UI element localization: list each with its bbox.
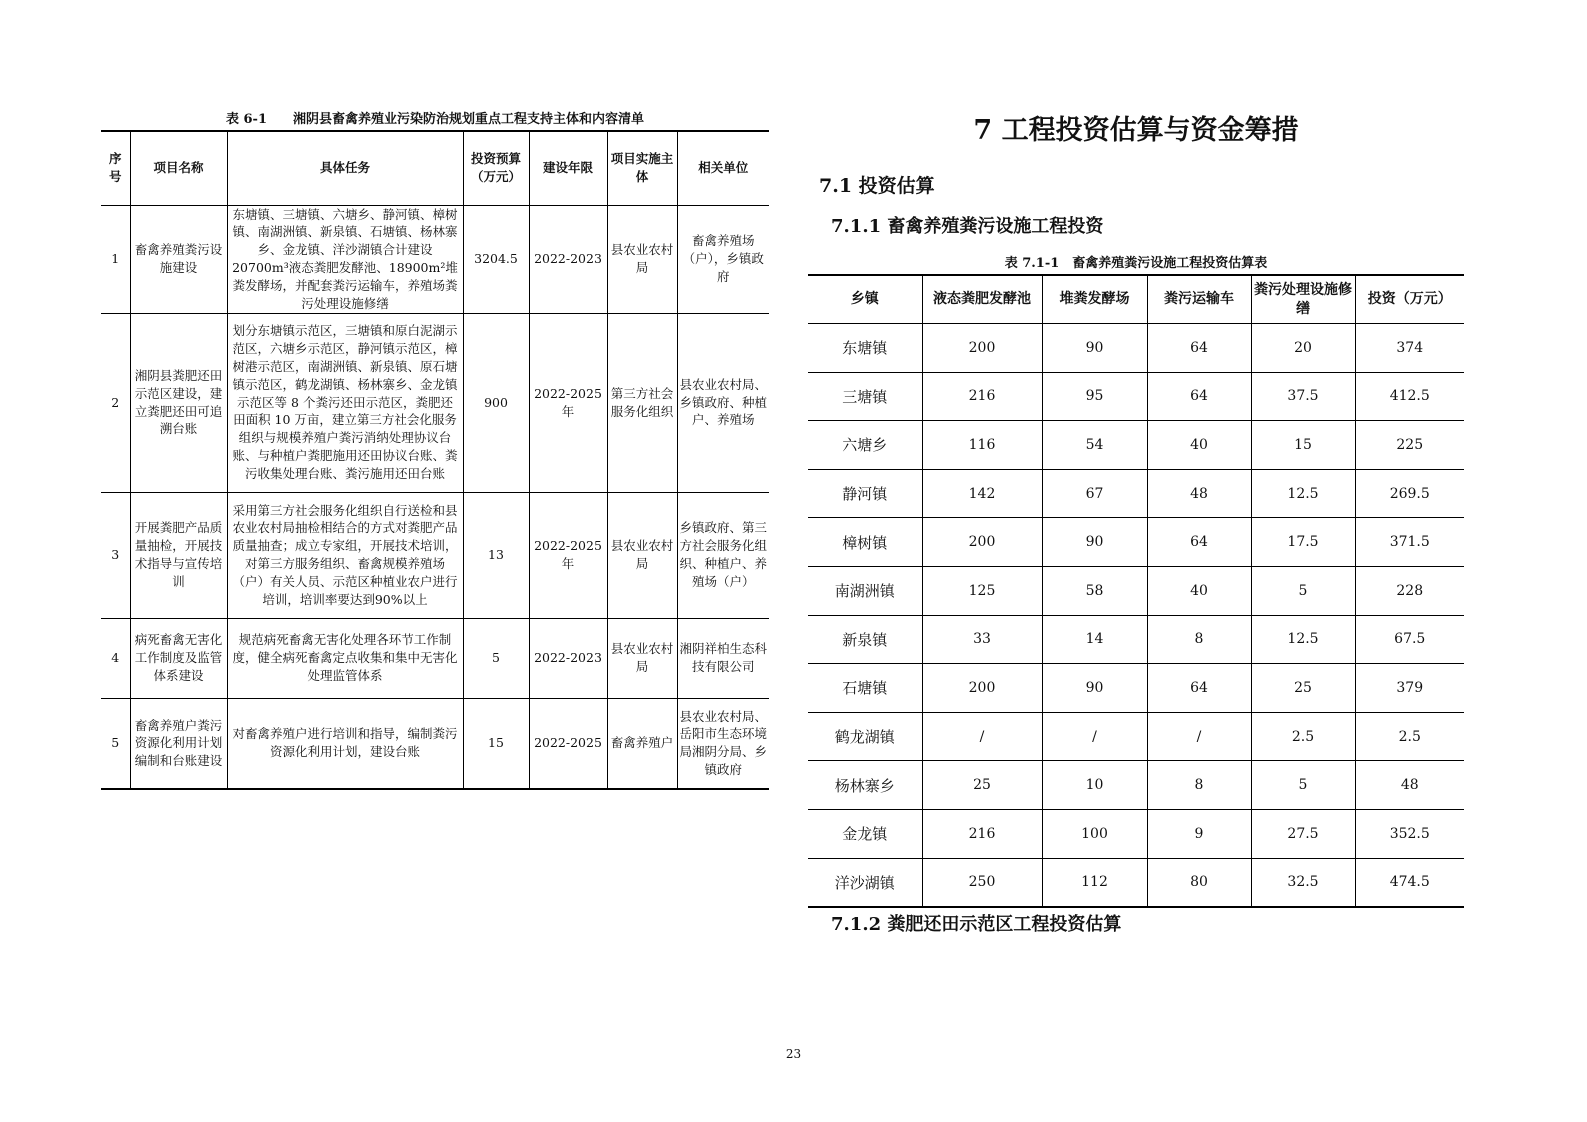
value-cell: 67.5 [1355, 615, 1464, 664]
row-task: 东塘镇、三塘镇、六塘乡、静河镇、樟树镇、南湖洲镇、新泉镇、石塘镇、杨林寨乡、金龙镇、洋沙湖镇合计建设 20700m³液态粪肥发酵池、18900m²堆粪发酵场，并配套粪污运输车，养殖场粪污处理设施修缮 [227, 205, 463, 313]
table-row [101, 618, 769, 698]
row-years: 2022-2025年 [529, 313, 607, 492]
table-row [808, 566, 1464, 615]
table-row [101, 205, 769, 313]
value-cell: 48 [1147, 469, 1251, 518]
value-cell: 48 [1355, 761, 1464, 810]
subsection-heading: 7.1.1 畜禽养殖粪污设施工程投资 [831, 216, 1104, 237]
row-impl: 第三方社会服务化组织 [607, 313, 677, 492]
value-cell: 90 [1042, 324, 1147, 373]
town-cell: 金龙镇 [808, 809, 922, 858]
value-cell: 14 [1042, 615, 1147, 664]
col-header-name: 项目名称 [130, 131, 227, 205]
row-name: 开展粪肥产品质量抽检，开展技术指导与宣传培训 [130, 492, 227, 618]
town-cell: 鹤龙湖镇 [808, 712, 922, 761]
value-cell: 54 [1042, 421, 1147, 470]
col-header-transport-truck: 粪污运输车 [1147, 275, 1251, 324]
value-cell: 90 [1042, 664, 1147, 713]
row-task: 对畜禽养殖户进行培训和指导，编制粪污资源化利用计划，建设台账 [227, 698, 463, 789]
value-cell: 116 [922, 421, 1042, 470]
value-cell: 33 [922, 615, 1042, 664]
row-related: 畜禽养殖场（户），乡镇政府 [677, 205, 769, 313]
row-years: 2022-2023 [529, 618, 607, 698]
row-task: 划分东塘镇示范区，三塘镇和原白泥湖示范区，六塘乡示范区，静河镇示范区，樟树港示范区，南湖洲镇、新泉镇、原石塘镇示范区，鹤龙湖镇、杨林寨乡、金龙镇示范区等 8 个粪污还田示范区，粪肥还田面积 10 万亩，建立第三方社会化服务组织与规模养殖户粪污消纳处理协议台账、与种植户粪肥施用还田协议台账、粪污收集处理台账、粪污施用还田台账 [227, 313, 463, 492]
value-cell: / [922, 712, 1042, 761]
value-cell: 225 [1355, 421, 1464, 470]
table-row [808, 372, 1464, 421]
town-cell: 新泉镇 [808, 615, 922, 664]
row-name: 病死畜禽无害化工作制度及监管体系建设 [130, 618, 227, 698]
value-cell: 5 [1251, 566, 1355, 615]
value-cell: 228 [1355, 566, 1464, 615]
town-cell: 静河镇 [808, 469, 922, 518]
town-cell: 东塘镇 [808, 324, 922, 373]
left-page [101, 110, 769, 790]
row-budget: 3204.5 [463, 205, 529, 313]
value-cell: 200 [922, 518, 1042, 567]
table-row [101, 492, 769, 618]
value-cell: 90 [1042, 518, 1147, 567]
value-cell: 10 [1042, 761, 1147, 810]
value-cell: / [1042, 712, 1147, 761]
value-cell: 5 [1251, 761, 1355, 810]
value-cell: / [1147, 712, 1251, 761]
value-cell: 112 [1042, 858, 1147, 907]
table-row [808, 809, 1464, 858]
value-cell: 371.5 [1355, 518, 1464, 567]
row-related: 乡镇政府、第三方社会服务化组织、种植户、养殖场（户） [677, 492, 769, 618]
row-no: 3 [101, 492, 130, 618]
table-row [808, 324, 1464, 373]
value-cell: 8 [1147, 761, 1251, 810]
value-cell: 40 [1147, 566, 1251, 615]
value-cell: 250 [922, 858, 1042, 907]
row-years: 2022-2025年 [529, 492, 607, 618]
col-header-investment: 投资（万元） [1355, 275, 1464, 324]
col-header-facility-repair: 粪污处理设施修缮 [1251, 275, 1355, 324]
row-years: 2022-2023 [529, 205, 607, 313]
value-cell: 40 [1147, 421, 1251, 470]
value-cell: 269.5 [1355, 469, 1464, 518]
value-cell: 20 [1251, 324, 1355, 373]
table-row [808, 518, 1464, 567]
table-row [808, 469, 1464, 518]
col-header-related: 相关单位 [677, 131, 769, 205]
page-number: 23 [785, 1047, 802, 1061]
col-header-no: 序号 [101, 131, 130, 205]
row-impl: 县农业农村局 [607, 618, 677, 698]
value-cell: 15 [1251, 421, 1355, 470]
town-cell: 三塘镇 [808, 372, 922, 421]
value-cell: 200 [922, 664, 1042, 713]
table-row [808, 858, 1464, 907]
row-related: 湘阴祥柏生态科技有限公司 [677, 618, 769, 698]
value-cell: 64 [1147, 324, 1251, 373]
row-related: 县农业农村局、岳阳市生态环境局湘阴分局、乡镇政府 [677, 698, 769, 789]
value-cell: 142 [922, 469, 1042, 518]
table-6-1-caption: 表 6-1 湘阴县畜禽养殖业污染防治规划重点工程支持主体和内容清单 [225, 112, 644, 127]
row-budget: 5 [463, 618, 529, 698]
row-impl: 县农业农村局 [607, 205, 677, 313]
value-cell: 8 [1147, 615, 1251, 664]
row-no: 1 [101, 205, 130, 313]
table-7-1-1 [808, 274, 1464, 908]
value-cell: 374 [1355, 324, 1464, 373]
table-6-1 [101, 130, 769, 790]
row-no: 5 [101, 698, 130, 789]
value-cell: 216 [922, 372, 1042, 421]
value-cell: 37.5 [1251, 372, 1355, 421]
value-cell: 64 [1147, 372, 1251, 421]
row-name: 湘阴县粪肥还田示范区建设，建立粪肥还田可追溯台账 [130, 313, 227, 492]
col-header-town: 乡镇 [808, 275, 922, 324]
value-cell: 67 [1042, 469, 1147, 518]
row-no: 2 [101, 313, 130, 492]
row-years: 2022-2025 [529, 698, 607, 789]
value-cell: 58 [1042, 566, 1147, 615]
value-cell: 474.5 [1355, 858, 1464, 907]
town-cell: 南湖洲镇 [808, 566, 922, 615]
value-cell: 27.5 [1251, 809, 1355, 858]
value-cell: 2.5 [1251, 712, 1355, 761]
row-budget: 13 [463, 492, 529, 618]
col-header-years: 建设年限 [529, 131, 607, 205]
town-cell: 杨林寨乡 [808, 761, 922, 810]
value-cell: 412.5 [1355, 372, 1464, 421]
value-cell: 25 [1251, 664, 1355, 713]
town-cell: 六塘乡 [808, 421, 922, 470]
value-cell: 352.5 [1355, 809, 1464, 858]
value-cell: 200 [922, 324, 1042, 373]
table-row [808, 615, 1464, 664]
table-row [808, 761, 1464, 810]
value-cell: 25 [922, 761, 1042, 810]
section-heading: 7.1 投资估算 [819, 175, 935, 197]
row-no: 4 [101, 618, 130, 698]
row-task: 采用第三方社会服务化组织自行送检和县农业农村局抽检相结合的方式对粪肥产品质量抽查；成立专家组，开展技术培训，对第三方服务组织、畜禽规模养殖场（户）有关人员、示范区种植业农户进行培训，培训率要达到90%以上 [227, 492, 463, 618]
town-cell: 樟树镇 [808, 518, 922, 567]
table-row [101, 313, 769, 492]
col-header-budget: 投资预算（万元） [463, 131, 529, 205]
row-budget: 900 [463, 313, 529, 492]
value-cell: 64 [1147, 664, 1251, 713]
value-cell: 12.5 [1251, 615, 1355, 664]
right-page [808, 108, 1464, 940]
table-row [101, 698, 769, 789]
row-related: 县农业农村局、乡镇政府、种植户、养殖场 [677, 313, 769, 492]
col-header-compost-yard: 堆粪发酵场 [1042, 275, 1147, 324]
value-cell: 379 [1355, 664, 1464, 713]
table-row [808, 421, 1464, 470]
col-header-task: 具体任务 [227, 131, 463, 205]
table-row [808, 712, 1464, 761]
value-cell: 80 [1147, 858, 1251, 907]
col-header-impl: 项目实施主体 [607, 131, 677, 205]
row-name: 畜禽养殖粪污设施建设 [130, 205, 227, 313]
value-cell: 9 [1147, 809, 1251, 858]
value-cell: 12.5 [1251, 469, 1355, 518]
row-task: 规范病死畜禽无害化处理各环节工作制度，健全病死畜禽定点收集和集中无害化处理监管体系 [227, 618, 463, 698]
town-cell: 洋沙湖镇 [808, 858, 922, 907]
subsection-heading: 7.1.2 粪肥还田示范区工程投资估算 [831, 914, 1122, 936]
value-cell: 216 [922, 809, 1042, 858]
row-impl: 县农业农村局 [607, 492, 677, 618]
value-cell: 64 [1147, 518, 1251, 567]
table-7-1-1-caption: 表 7.1-1 畜禽养殖粪污设施工程投资估算表 [1004, 256, 1268, 271]
value-cell: 100 [1042, 809, 1147, 858]
value-cell: 32.5 [1251, 858, 1355, 907]
table-row [808, 664, 1464, 713]
value-cell: 125 [922, 566, 1042, 615]
row-impl: 畜禽养殖户 [607, 698, 677, 789]
row-name: 畜禽养殖户粪污资源化利用计划编制和台账建设 [130, 698, 227, 789]
value-cell: 2.5 [1355, 712, 1464, 761]
town-cell: 石塘镇 [808, 664, 922, 713]
row-budget: 15 [463, 698, 529, 789]
value-cell: 17.5 [1251, 518, 1355, 567]
value-cell: 95 [1042, 372, 1147, 421]
chapter-heading: 7 工程投资估算与资金筹措 [973, 115, 1299, 146]
col-header-liquid-pool: 液态粪肥发酵池 [922, 275, 1042, 324]
